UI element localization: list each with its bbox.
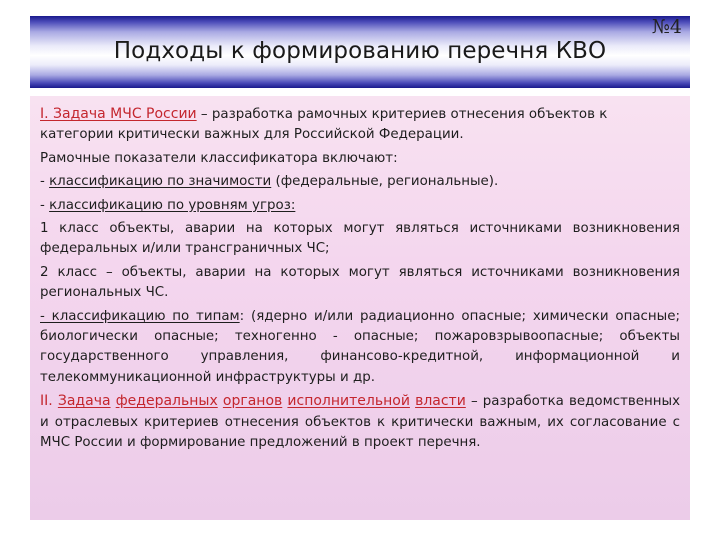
slide-header <box>30 16 690 88</box>
task-2-word-5: власти <box>415 393 466 410</box>
task-2-text: – разработка ведомственных и отраслевых критериев отнесения объектов к критически важным, их согласование с МЧС России и формирование предложений в проект перечня. <box>40 394 681 451</box>
task-1-text: – разработка рамочных критериев отнесения объектов к категории критически важных для Российской Федерации. <box>40 107 608 143</box>
paragraph-types <box>40 307 680 389</box>
types-text: : (ядерно и/или радиационно опасные; химически опасные; биологически опасные; техногенно - опасные; пожаровзрывоопасные; объекты государственного управления, финансово-кредитной, информационной и телекоммуникационной инфраструктуры и др. <box>40 308 680 385</box>
paragraph-class-1: 1 класс объекты, аварии на которых могут являться источниками возникновения федеральных и/или трансграничных ЧС; <box>40 221 680 257</box>
slide <box>30 16 690 520</box>
slide-number: №4 <box>651 16 682 38</box>
slide-title: Подходы к формированию перечня КВО <box>113 38 607 64</box>
paragraph-task-1 <box>40 104 680 146</box>
threat-levels-label: классификацию по уровням угроз: <box>49 197 296 213</box>
task-1-heading: I. Задача МЧС России <box>40 106 197 122</box>
task-2-word-1: Задача <box>57 393 111 410</box>
significance-text: (федеральные, региональные). <box>271 174 499 190</box>
task-2-word-2: федеральных <box>115 393 218 410</box>
paragraph-class-2: 2 класс – объекты, аварии на которых могут являться источниками возникновения региональных ЧС. <box>40 264 680 301</box>
task-2-word-4: исполнительной <box>287 393 410 410</box>
paragraph-indicators: Рамочные показатели классификатора включают: <box>40 150 398 166</box>
task-2-numeral: II. <box>40 393 53 410</box>
significance-label: классификацию по значимости <box>49 174 272 190</box>
types-label: - классификацию по типам <box>40 308 240 324</box>
slide-body <box>30 96 690 520</box>
bullet-dash: - <box>40 174 50 190</box>
task-2-word-3: органов <box>222 393 283 410</box>
paragraph-task-2 <box>40 391 680 453</box>
bullet-dash: - <box>40 197 50 213</box>
paragraph-threat-levels <box>40 196 680 216</box>
paragraph-significance <box>40 172 680 192</box>
